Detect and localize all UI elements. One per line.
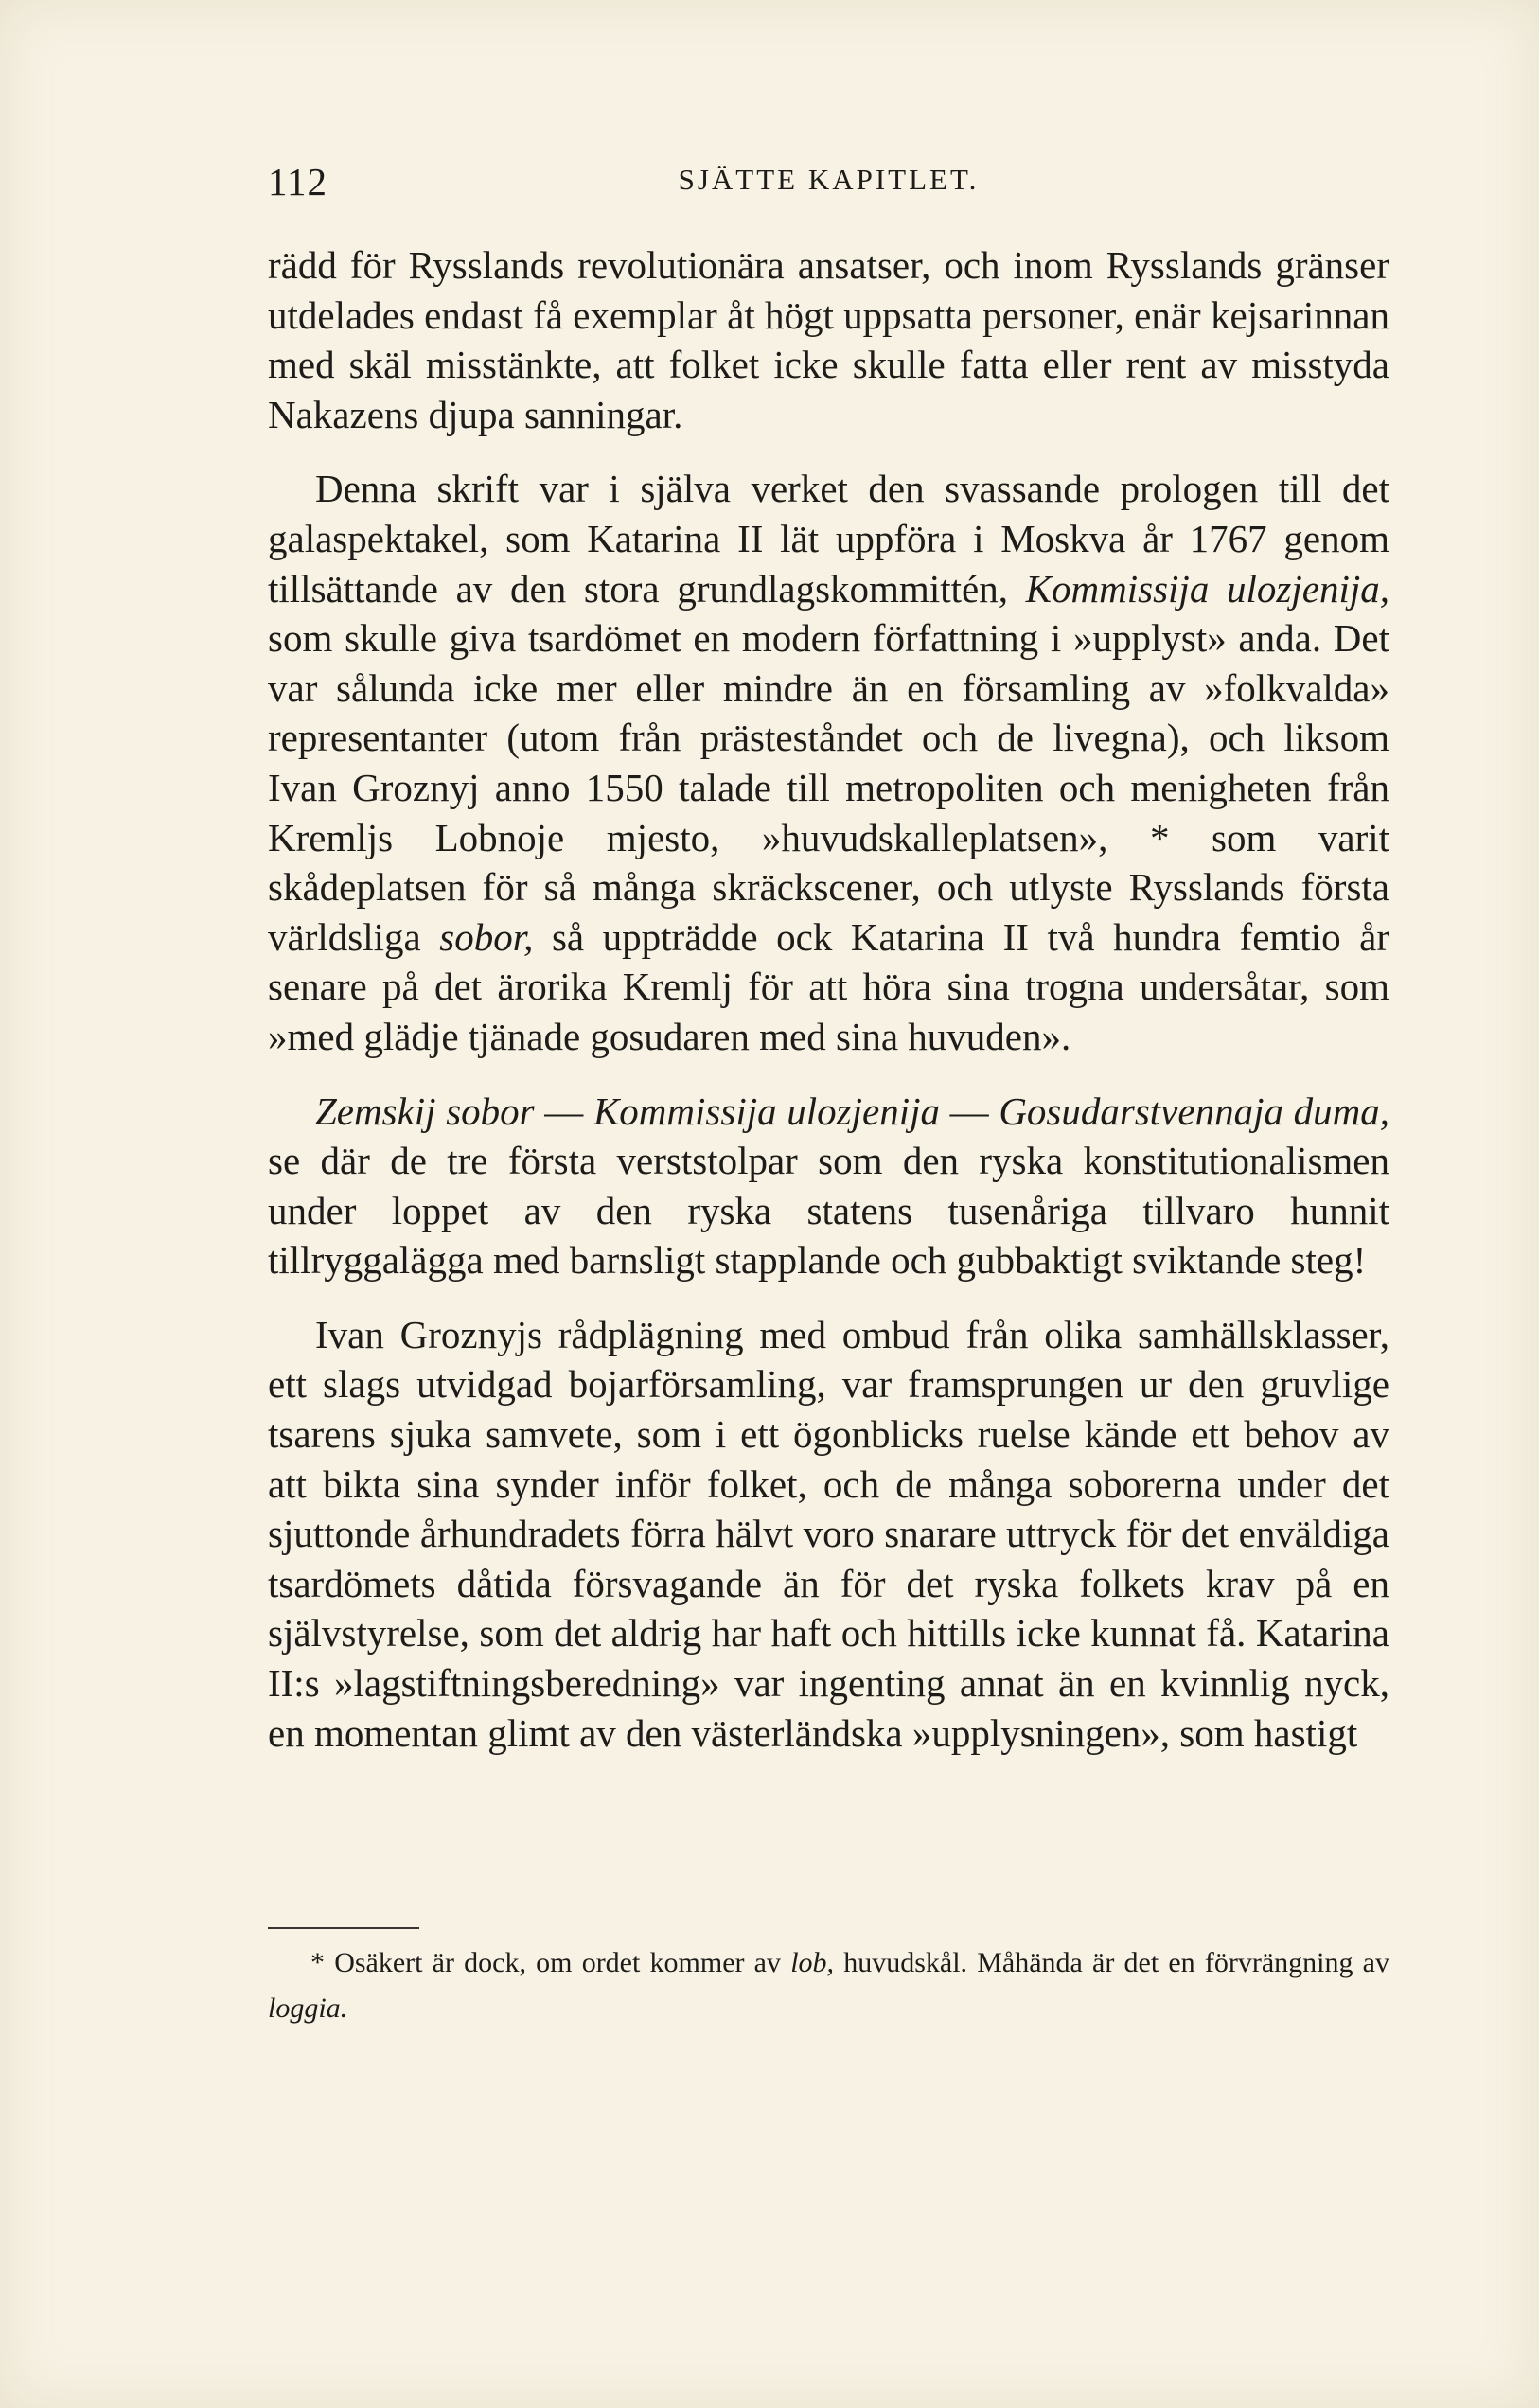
footnote-italic-loggia: loggia. [268, 1992, 348, 2024]
paragraph-1-text: rädd för Rysslands revolutionära ansatser, och inom Rysslands gränser utdelades endast få exemplar åt högt uppsatta personer, enär kejsarinnan med skäl misstänkte, att folket icke skulle fatta eller rent av misstyda Nakazens djupa sanningar. [268, 243, 1389, 436]
paragraph-2-text-1: Denna skrift var i själva verket den svassande prologen till det galaspektakel, som Katarina II lät uppföra i Moskva år 1767 genom tillsättande av den stora grundlagskommittén, [268, 467, 1389, 611]
italic-term-kommissija: Kommissija ulozjenija, [1025, 566, 1390, 611]
italic-term-zemskij-sobor: Zemskij sobor [315, 1089, 535, 1133]
italic-term-sobor: sobor, [439, 914, 534, 959]
footnote-italic-lob: lob, [790, 1947, 835, 1978]
page-number: 112 [268, 160, 327, 204]
paragraph-2-text-2: som skulle giva tsardömet en modern författning i »upplyst» anda. Det var sålunda icke mer eller mindre än en församling av »folkvalda» representanter (utom från prästeståndet och de livegna), och liksom Ivan Groznyj anno 1550 talade till metropoliten och menigheten från Kremljs Lobnoje mjesto, »huvudskalleplatsen», * som varit skådeplatsen för så många skräckscener, och utlyste Rysslands första världsliga [268, 616, 1389, 959]
paragraph-2 [268, 464, 1389, 1061]
paragraph-1 [268, 240, 1389, 439]
paragraph-3-text: se där de tre första verststolpar som den ryska konstitutionalismen under loppet av den ryska statens tusenåriga tillvaro hunnit tillryggalägga med barnsligt stapplande och gubbaktigt sviktande steg! [268, 1139, 1389, 1283]
body-text [268, 240, 1389, 1758]
paragraph-3 [268, 1087, 1389, 1285]
paragraph-4-text: Ivan Groznyjs rådplägning med ombud från olika samhällsklasser, ett slags utvidgad bojarförsamling, var framsprungen ur den gruvlige tsarens sjuka samvete, som i ett ögonblicks ruelse kände ett behov av att bikta sina synder inför folket, och de många soborerna under det sjuttonde århundradets förra hälvt voro snarare uttryck för det enväldiga tsardömets dåtida försvagande än för det ryska folkets krav på en självstyrelse, som det aldrig har haft och hittills icke kunnat få. Katarina II:s »lagstiftningsberedning» var ingenting annat än en kvinnlig nyck, en momentan glimt av den västerländska »upplysningen», som hastigt [268, 1312, 1389, 1755]
page-header [268, 159, 1389, 216]
italic-term-duma: Gosudarstvennaja duma, [999, 1089, 1389, 1133]
footnote-text-1: * Osäkert är dock, om ordet kommer av [310, 1947, 791, 1978]
footnote-text-2: huvudskål. Måhända är det en förvrängning av [834, 1947, 1389, 1978]
paragraph-4 [268, 1310, 1389, 1758]
footnote-divider [268, 1927, 419, 1929]
dash-1: — [534, 1089, 593, 1133]
running-head: SJÄTTE KAPITLET. [678, 163, 980, 196]
italic-term-kommissija-2: Kommissija ulozjenija [593, 1089, 940, 1133]
paragraph-2-text-3: så uppträdde ock Katarina II två hundra femtio år senare på det ärorika Kremlj för att höra sina trogna undersåtar, som »med glädje tjänade gosudaren med sina huvuden». [268, 914, 1389, 1058]
dash-2: — [939, 1089, 999, 1133]
footnote [268, 1940, 1389, 2031]
